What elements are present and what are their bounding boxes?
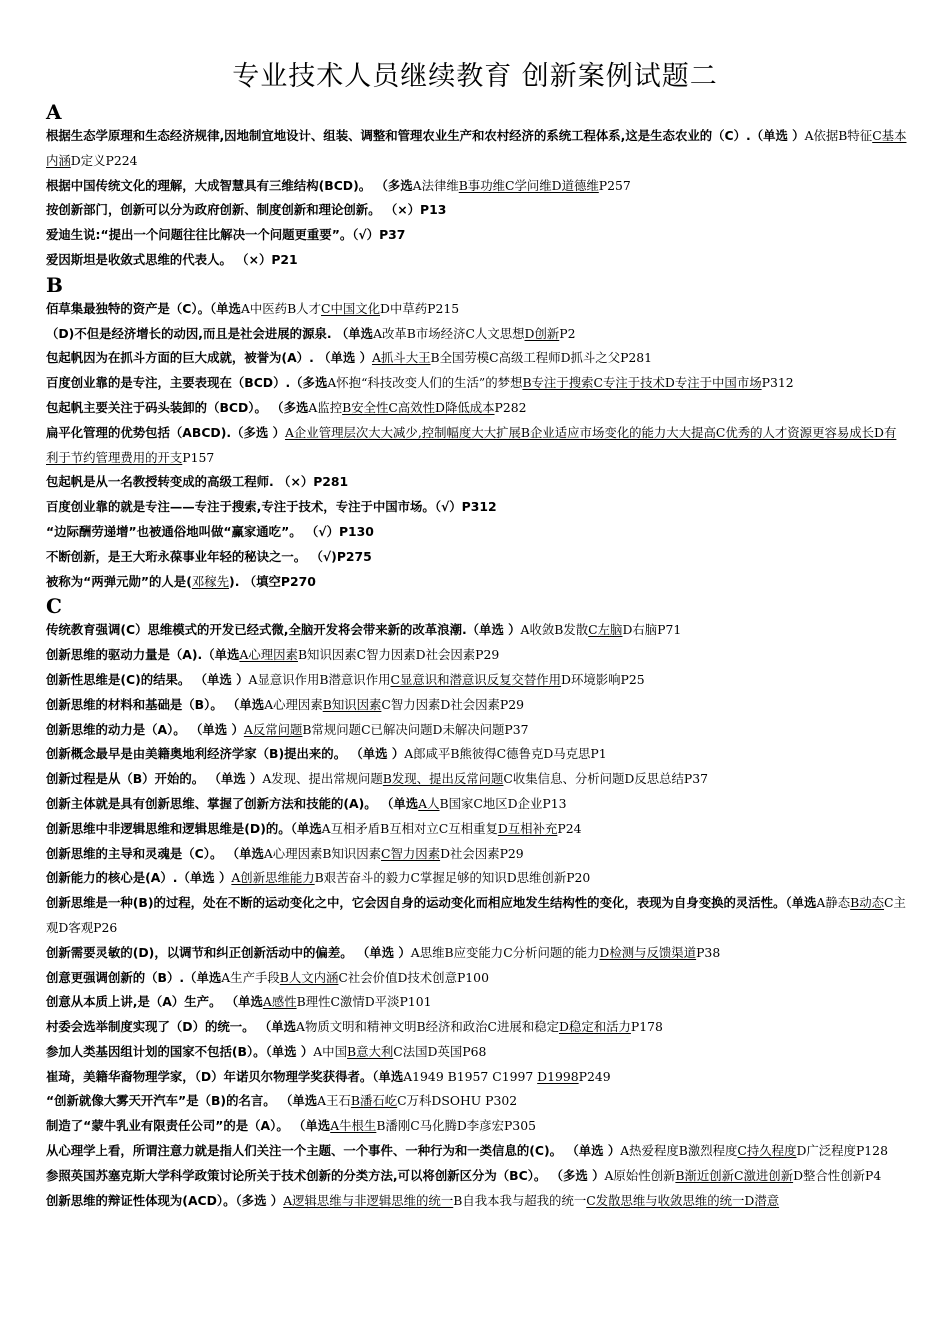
question-stem: 参照英国苏塞克斯大学科学政策讨论所关于技术创新的分类方法,可以将创新区分为（BC）。 （多选 ）: [46, 1167, 605, 1183]
question-item: [46, 371, 908, 396]
question-stem: 被称为“两弹元勋”的人是(: [46, 573, 192, 589]
question-stem: ). （填空P270: [229, 573, 316, 589]
answer-highlight: 邓稼先: [191, 573, 230, 589]
section-letter: B: [46, 272, 63, 297]
answer-option: P178: [630, 1019, 663, 1035]
question-item: [46, 1189, 908, 1214]
answer-option: B常规问题C已解决问题D未解决问题P37: [302, 721, 529, 737]
answer-option: D中草药P215: [380, 300, 460, 316]
question-stem: 从心理学上看，所谓注意力就是指人们关注一个主题、一个事件、一种行为和一类信息的(C)。 （单选 ）: [46, 1143, 621, 1159]
answer-option: B全国劳模C高级工程师D抓斗之父P281: [430, 350, 653, 366]
question-stem: 爱迪生说:“提出一个问题往往比解决一个问题更重要”。（√）P37: [46, 227, 406, 243]
question-stem: “边际酬劳递增”也被通俗地叫做“赢家通吃”。 （√）P130: [46, 523, 374, 539]
question-item: [46, 495, 908, 520]
question-stem: 根据生态学原理和生态经济规律,因地制宜地设计、组装、调整和管理农业生产和农村经济的系统工程体系,这是生态农业的（C）.（单选 ）: [46, 128, 805, 143]
question-item: [46, 223, 908, 248]
answer-highlight: B事功维C学问维D道德维: [458, 177, 599, 193]
question-item: [46, 817, 908, 842]
question-stem: 不断创新，是王大珩永葆事业年轻的秘诀之一。 （√)P275: [46, 548, 372, 564]
question-stem: 村委会选举制度实现了（D）的统一。 （单选: [46, 1019, 297, 1035]
question-item: [46, 421, 908, 471]
answer-highlight: B潘石屹: [350, 1093, 398, 1109]
answer-option: B艰苦奋斗的毅力C掌握足够的知识D思维创新P20: [314, 870, 591, 886]
page-title: 专业技术人员继续教育 创新案例试题二: [232, 61, 718, 92]
answer-highlight: B动态: [850, 895, 885, 911]
answer-highlight: C显意识和潜意识反复交替作用: [390, 671, 562, 687]
question-stem: 根据中国传统文化的理解，大成智慧具有三维结构(BCD)。 （多选: [46, 177, 413, 193]
question-item: [46, 693, 908, 718]
answer-option: A怀抱“科技改变人们的生活”的梦想: [327, 375, 523, 391]
answer-option: A互相矛盾B互相对立C互相重复: [321, 820, 498, 836]
answer-highlight: A逻辑思维与非逻辑思维的统一: [283, 1192, 454, 1208]
question-item: [46, 396, 908, 421]
question-item: [46, 891, 908, 941]
answer-option: C社会价值D技术创意P100: [338, 969, 489, 985]
answer-option: A1949 B1957 C1997: [403, 1068, 538, 1084]
question-item: [46, 124, 908, 174]
answer-option: B国家C地区D企业P13: [439, 795, 567, 811]
question-item: [46, 322, 908, 347]
question-item: [46, 618, 908, 643]
answer-option: A物质文明和精神文明B经济和政治C进展和稳定: [296, 1019, 559, 1035]
question-item: [46, 842, 908, 867]
answer-highlight: A企业管理层次大大减少,控制幅度大大扩展B企业适应市场变化的能力大大提高C优秀的人才资源更容易成长D有利于节约管理费用的开支: [46, 424, 897, 465]
answer-option: D社会因素P29: [440, 845, 524, 861]
question-item: [46, 990, 908, 1015]
question-stem: 参加人类基因组计划的国家不包括(B）。（单选 ）: [46, 1043, 314, 1059]
question-stem: 创新思维的动力是（A）。 （单选 ）: [46, 721, 244, 737]
answer-option: A王石: [317, 1093, 351, 1109]
answer-highlight: D稳定和活力: [559, 1019, 631, 1035]
question-item: [46, 718, 908, 743]
question-item: [46, 198, 908, 223]
answer-option: A依据B特征: [804, 128, 873, 143]
answer-highlight: A牛根生: [330, 1118, 377, 1134]
question-stem: 创新思维的主导和灵魂是（C）。 （单选: [46, 845, 264, 861]
question-list: [46, 100, 908, 1213]
question-stem: 创意更强调创新的（B）.（单选: [46, 969, 222, 985]
answer-option: P157: [182, 449, 215, 465]
question-stem: 创新性思维是(C)的结果。 （单选 ）: [46, 671, 249, 687]
answer-highlight: C持久程度: [737, 1143, 797, 1159]
answer-highlight: C中国文化: [320, 300, 381, 316]
question-stem: 百度创业靠的是专注，主要表现在（BCD）.（多选: [46, 375, 328, 391]
answer-option: P282: [494, 399, 527, 415]
answer-option: A发现、提出常规问题: [262, 771, 383, 787]
section-letter: C: [46, 594, 62, 619]
answer-highlight: D互相补充: [497, 820, 558, 836]
answer-option: P312: [761, 375, 794, 391]
answer-option: P24: [557, 820, 582, 836]
question-item: [46, 1065, 908, 1090]
answer-highlight: C智力因素: [381, 845, 441, 861]
question-stem: 创新思维的材料和基础是（B）。 （单选: [46, 696, 265, 712]
question-stem: 包起帆主要关注于码头装卸的（BCD）。 （多选: [46, 399, 309, 415]
question-stem: 创意从本质上讲,是（A）生产。 （单选: [46, 994, 263, 1010]
answer-option: B潘刚C马化腾D李彦宏P305: [376, 1118, 536, 1134]
answer-option: C万科DSOHU P302: [397, 1093, 518, 1109]
answer-highlight: B发现、提出反常问题: [382, 771, 504, 787]
question-stem: 创新主体就是具有创新思维、掌握了创新方法和技能的(A)。 （单选: [46, 795, 419, 811]
question-item: [46, 1114, 908, 1139]
question-stem: 创新思维中非逻辑思维和逻辑思维是(D)的。（单选: [46, 820, 322, 836]
answer-highlight: D检测与反馈渠道: [599, 944, 697, 960]
answer-option: A静态: [816, 895, 851, 911]
answer-option: A显意识作用B潜意识作用: [248, 671, 391, 687]
question-stem: 创新思维的辩证性体现为(ACD）。（多选 ）: [46, 1192, 284, 1208]
answer-option: C智力因素D社会因素P29: [381, 696, 525, 712]
question-item: [46, 297, 908, 322]
answer-highlight: C基本内涵: [46, 128, 907, 168]
question-stem: 包起帆是从一名教授转变成的高级工程师. （×）P281: [46, 474, 349, 490]
question-item: [46, 520, 908, 545]
question-item: [46, 1015, 908, 1040]
question-stem: 创新需要灵敏的(D)，以调节和纠正创新活动中的偏差。 （单选 ）: [46, 944, 411, 960]
question-item: [46, 668, 908, 693]
answer-highlight: A心理因素: [239, 647, 298, 663]
answer-option: A中医药B人才: [240, 300, 321, 316]
question-stem: 创新概念最早是由美籍奥地利经济学家（B)提出来的。 （单选 ）: [46, 746, 405, 762]
answer-highlight: D1998: [537, 1068, 579, 1084]
answer-option: A中国: [313, 1043, 347, 1059]
answer-highlight: C发散思维与收敛思维的统一D潜意: [586, 1192, 780, 1208]
answer-option: P257: [598, 177, 631, 193]
answer-option: B自我本我与超我的统一: [453, 1192, 587, 1208]
answer-option: A心理因素: [264, 696, 323, 712]
question-stem: 爱因斯坦是收敛式思维的代表人。 （×）P21: [46, 251, 298, 267]
question-stem: 创新能力的核心是(A）.（单选 ）: [46, 870, 232, 886]
question-stem: 传统教育强调(C）思维模式的开发已经式微,全脑开发将会带来新的改革浪潮.（单选 ）: [46, 622, 521, 638]
question-stem: 包起帆因为在抓斗方面的巨大成就，被誉为(A）. （单选 ）: [46, 350, 372, 366]
answer-option: A郎咸平B熊彼得C德鲁克D马克思P1: [404, 746, 607, 762]
answer-option: P2: [559, 325, 576, 341]
question-stem: 制造了“蒙牛乳业有限责任公司”的是（A）。 （单选: [46, 1118, 331, 1134]
answer-highlight: B安全性C高效性D降低成本: [342, 399, 495, 415]
question-stem: 创新思维的驱动力量是（A).（单选: [46, 647, 240, 663]
question-item: [46, 643, 908, 668]
question-stem: 创新过程是从（B）开始的。 （单选 ）: [46, 771, 263, 787]
answer-highlight: A反常问题: [243, 721, 303, 737]
answer-option: D右脑P71: [622, 622, 682, 638]
answer-option: P249: [578, 1068, 611, 1084]
answer-highlight: B知识因素: [322, 696, 382, 712]
answer-highlight: B渐近创新C激进创新: [675, 1167, 794, 1183]
question-item: [46, 346, 908, 371]
answer-option: A监控: [308, 399, 343, 415]
section-letter: A: [46, 100, 62, 124]
question-item: [46, 545, 908, 570]
answer-option: A生产手段: [221, 969, 280, 985]
answer-highlight: D创新: [524, 325, 560, 341]
question-stem: 按创新部门，创新可以分为政府创新、制度创新和理论创新。 （×）P13: [46, 202, 447, 218]
question-stem: 扁平化管理的优势包括（ABCD).（多选 ）: [46, 424, 285, 440]
question-item: [46, 966, 908, 991]
question-item: [46, 570, 908, 595]
answer-option: D环境影响P25: [561, 671, 645, 687]
answer-option: D广泛程度P128: [796, 1143, 888, 1159]
question-item: [46, 1164, 908, 1189]
answer-option: P38: [696, 944, 721, 960]
answer-option: D整合性创新P4: [793, 1167, 882, 1183]
question-item: [46, 941, 908, 966]
answer-highlight: C左脑: [588, 622, 623, 638]
answer-option: A原始性创新: [604, 1167, 676, 1183]
answer-option: A心理因素B知识因素: [263, 845, 382, 861]
answer-option: A热爱程度B激烈程度: [620, 1143, 738, 1159]
question-item: [46, 767, 908, 792]
question-stem: 崔琦，美籍华裔物理学家，（D）年诺贝尔物理学奖获得者。（单选: [46, 1068, 404, 1084]
question-item: [46, 742, 908, 767]
question-item: [46, 470, 908, 495]
question-stem: （D)不但是经济增长的动因,而且是社会进展的源泉. （单选: [46, 325, 374, 341]
answer-highlight: A抓斗大王: [371, 350, 431, 366]
question-item: [46, 866, 908, 891]
question-stem: 创新思维是一种(B)的过程，处在不断的运动变化之中，它会因自身的运动变化而相应地发生结构性的变化，表现为自身变换的灵活性。（单选: [46, 895, 817, 911]
answer-option: C主观D客观P26: [46, 895, 906, 935]
question-item: [46, 1040, 908, 1065]
answer-option: C法国D英国P68: [393, 1043, 487, 1059]
answer-option: A改革B市场经济C人文思想: [373, 325, 525, 341]
question-item: [46, 1089, 908, 1114]
answer-option: B知识因素C智力因素D社会因素P29: [297, 647, 500, 663]
question-item: [46, 1139, 908, 1164]
answer-highlight: B意大利: [346, 1043, 394, 1059]
answer-highlight: A人: [418, 795, 440, 811]
question-stem: 百度创业靠的就是专注——专注于搜索,专注于技术，专注于中国市场。（√）P312: [46, 499, 497, 515]
answer-highlight: B专注于搜索C专注于技术D专注于中国市场: [522, 375, 762, 391]
question-item: [46, 792, 908, 817]
answer-highlight: A创新思维能力: [231, 870, 315, 886]
answer-option: A收敛B发散: [520, 622, 589, 638]
answer-option: B理性C激情D平淡P101: [296, 994, 432, 1010]
answer-highlight: A感性: [262, 994, 297, 1010]
question-item: [46, 248, 908, 273]
answer-option: D定义P224: [70, 152, 138, 168]
answer-option: C收集信息、分析问题D反思总结P37: [503, 771, 709, 787]
question-stem: 佰草集最独特的资产是（C）。（单选: [46, 300, 241, 316]
question-stem: “创新就像大雾天开汽车”是（B)的名言。 （单选: [46, 1093, 318, 1109]
answer-option: A思维B应变能力C分析问题的能力: [410, 944, 600, 960]
answer-highlight: B人文内涵: [279, 969, 339, 985]
question-item: [46, 174, 908, 199]
answer-option: A法律维: [412, 177, 459, 193]
